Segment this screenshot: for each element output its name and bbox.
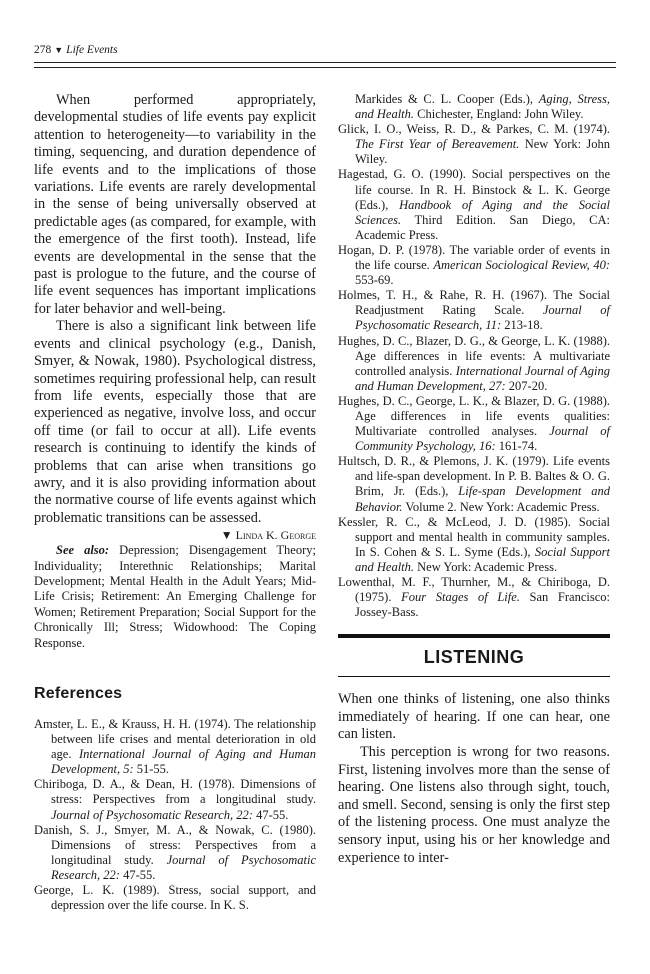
- triangle-marker-icon: ▼: [220, 528, 233, 543]
- references-heading: References: [34, 685, 123, 702]
- right-column: [338, 92, 610, 867]
- section-rule-thin: [338, 676, 610, 677]
- reference-entry-continued: Markides & C. L. Cooper (Eds.), Aging, Stress, and Health. Chichester, England: John Wiley.: [355, 92, 611, 122]
- page-number: 278: [34, 44, 52, 56]
- reference-entry: Holmes, T. H., & Rahe, R. H. (1967). The Social Readjustment Rating Scale. Journal of Psychosomatic Research, 11: 213-18.: [338, 288, 610, 333]
- header-rule-top: [34, 62, 616, 63]
- reference-list: [338, 92, 610, 620]
- reference-entry: Hultsch, D. R., & Plemons, J. K. (1979). Life events and life-span development. In P. B. Baltes & O. G. Brim, Jr. (Eds.), Life-span Development and Behavior. Volume 2. New York: Academic Press.: [338, 454, 610, 514]
- author-signature: [34, 527, 316, 543]
- see-also-label: See also:: [56, 543, 110, 558]
- reference-entry: Hagestad, G. O. (1990). Social perspectives on the life course. In R. H. Binstock & L. K. George (Eds.), Handbook of Aging and the Social Sciences. Third Edition. San Diego, CA: Academic Press.: [338, 167, 610, 242]
- reference-entry: Hogan, D. P. (1978). The variable order of events in the life course. American Sociological Review, 40: 553-69.: [338, 242, 610, 288]
- reference-list: [34, 717, 316, 913]
- reference-entry: Kessler, R. C., & McLeod, J. D. (1985). Social support and mental health in community samples. In S. Cohen & S. L. Syme (Eds.), Social Support and Health. New York: Academic Press.: [338, 514, 610, 574]
- header-rule-bottom: [34, 67, 616, 68]
- see-also-text: Depression; Disengagement Theory; Individuality; Interethnic Relationships; Marital Development; Mental Health in the Adult Years; Mid-Life Crisis; Retirement: An Emerging Challenge for Women; Retirement Preparation; Social Support for the Chronically Ill; Stress; Widowhood: The Coping Response.: [34, 543, 316, 650]
- body-paragraph: When performed appropriately, developmental studies of life events pay explicit attention to heterogeneity—to variability in the timing, sequencing, and duration dependence of life events and to the implications of those variations. Life events are rarely developmental in the sense of being universally observed at predictable ages (as compared, for example, with the emergence of the first tooth). Instead, life events are developmental in the sense that the past is prologue to the future, and the course of life event sequences has important implications for later behavior and well-being.: [34, 92, 316, 317]
- reference-entry: Lowenthal, M. F., Thurnher, M., & Chiriboga, D. (1975). Four Stages of Life. San Francisco: Jossey-Bass.: [338, 575, 611, 620]
- triangle-marker-icon: ▼: [54, 45, 64, 55]
- section-heading: LISTENING: [423, 647, 525, 668]
- reference-entry: Amster, L. E., & Krauss, H. H. (1974). The relationship between life crises and mental deterioration in old age. International Journal of Aging and Human Development, 5: 51-55.: [34, 717, 316, 777]
- see-also: [34, 543, 316, 651]
- reference-entry: George, L. K. (1989). Stress, social support, and depression over the life course. In K. S.: [34, 883, 316, 913]
- reference-entry: Glick, I. O., Weiss, R. D., & Parkes, C. M. (1974). The First Year of Bereavement. New York: John Wiley.: [338, 122, 611, 167]
- left-column: [34, 92, 316, 913]
- reference-entry: Danish, S. J., Smyer, M. A., & Nowak, C. (1980). Dimensions of stress: Perspectives from a longitudinal study. Journal of Psychosomatic Research, 22: 47-55.: [34, 822, 316, 882]
- reference-entry: Hughes, D. C., Blazer, D. G., & George, L. K. (1988). Age differences in life events: A multivariate controlled analysis. International Journal of Aging and Human Development, 27: 207-20.: [338, 333, 610, 393]
- author-name: Linda K. George: [235, 528, 316, 543]
- running-header: [34, 44, 118, 56]
- reference-entry: Hughes, D. C., George, L. K., & Blazer, D. G. (1988). Age differences in life events qualities: Multivariate controlled analyses. Journal of Community Psychology, 16: 161-74.: [338, 393, 611, 454]
- body-paragraph: When one thinks of listening, one also thinks immediately of hearing. If one can hear, one can listen.: [338, 691, 610, 743]
- reference-entry: Chiriboga, D. A., & Dean, H. (1978). Dimensions of stress: Perspectives from a longitudinal study. Journal of Psychosomatic Research, 22: 47-55.: [34, 777, 316, 822]
- body-paragraph: This perception is wrong for two reasons. First, listening involves more than the sense of hearing. One listens also through sight, touch, and smell. Second, sensing is only the first step of the listening process. One must analyze the sensory input, using his or her knowledge and experience to inter-: [338, 744, 610, 866]
- running-title: Life Events: [66, 44, 118, 56]
- body-paragraph: There is also a significant link between life events and clinical psychology (e.g., Danish, Smyer, & Nowak, 1980). Psychological distress, sometimes requiring professional help, can result from life events, especially those that are experienced as negative, involve loss, and occur off time (or fail to occur at all). Life events research is continuing to identify the kinds of problems that can arise when transitions go awry, and it is also providing information about the normative course of life events against which problematic transitions can be assessed.: [34, 318, 316, 526]
- section-rule-thick: [338, 634, 610, 638]
